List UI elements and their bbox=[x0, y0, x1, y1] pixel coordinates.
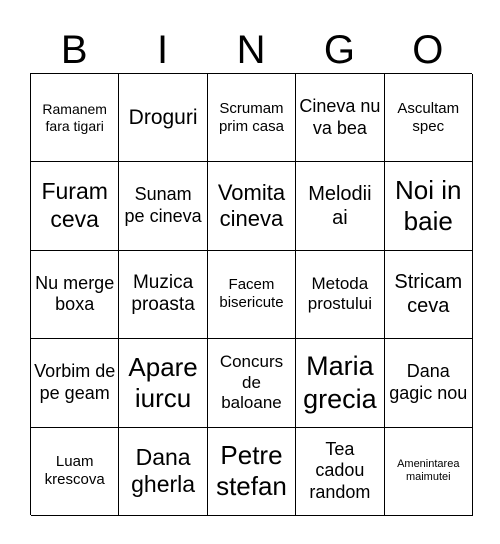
bingo-cell-r2-c5[interactable] bbox=[385, 162, 473, 250]
cell-text: Noi in baie bbox=[395, 174, 462, 237]
bingo-cell-r4-c4[interactable] bbox=[296, 339, 384, 427]
bingo-cell-r4-c2[interactable] bbox=[119, 339, 207, 427]
cell-text: Tea cadou random bbox=[309, 438, 371, 503]
cell-text: Vorbim de pe geam bbox=[34, 361, 116, 403]
bingo-cell-r3-c5[interactable] bbox=[385, 251, 473, 339]
bingo-cell-r2-c1[interactable] bbox=[31, 162, 119, 250]
cell-text: Dana gherla bbox=[131, 443, 196, 498]
bingo-cell-r1-c3[interactable] bbox=[208, 74, 296, 162]
bingo-cell-r5-c3[interactable] bbox=[208, 428, 296, 516]
cell-text: Metoda prostului bbox=[307, 274, 372, 314]
bingo-cell-r5-c1[interactable] bbox=[31, 428, 119, 516]
bingo-cell-r2-c2[interactable] bbox=[119, 162, 207, 250]
cell-text: Ramanem fara tigari bbox=[42, 100, 107, 134]
cell-text: Petre stefan bbox=[216, 440, 287, 502]
cell-text: Vomita cineva bbox=[217, 179, 286, 232]
header-letter-b: B bbox=[60, 28, 88, 72]
bingo-cell-r4-c1[interactable] bbox=[31, 339, 119, 427]
bingo-cell-r2-c4[interactable] bbox=[296, 162, 384, 250]
bingo-cell-r1-c2[interactable] bbox=[119, 74, 207, 162]
cell-text: Maria grecia bbox=[303, 351, 377, 414]
cell-text: Furam ceva bbox=[41, 178, 108, 233]
cell-text: Amenintarea maimutei bbox=[397, 458, 460, 484]
bingo-cell-r3-c3[interactable] bbox=[208, 251, 296, 339]
cell-text: Droguri bbox=[128, 106, 198, 130]
header-letter-o: O bbox=[412, 28, 444, 72]
cell-text: Ascultam spec bbox=[397, 99, 460, 135]
cell-text: Scrumam prim casa bbox=[218, 99, 284, 135]
bingo-cell-r1-c4[interactable] bbox=[296, 74, 384, 162]
bingo-cell-r3-c1[interactable] bbox=[31, 251, 119, 339]
bingo-cell-r2-c3[interactable] bbox=[208, 162, 296, 250]
header-letter-i: I bbox=[157, 28, 169, 72]
bingo-cell-r1-c5[interactable] bbox=[385, 74, 473, 162]
bingo-cell-r3-c2[interactable] bbox=[119, 251, 207, 339]
cell-text: Sunam pe cineva bbox=[124, 184, 202, 227]
bingo-cell-r3-c4[interactable] bbox=[296, 251, 384, 339]
cell-text: Cineva nu va bea bbox=[299, 96, 381, 138]
cell-text: Luam krescova bbox=[44, 453, 105, 489]
bingo-cell-r5-c2[interactable] bbox=[119, 428, 207, 516]
header-letter-g: G bbox=[323, 28, 355, 72]
cell-text: Nu merge boxa bbox=[35, 272, 115, 315]
cell-text: Stricam ceva bbox=[394, 271, 463, 318]
cell-text: Concurs de baloane bbox=[219, 352, 284, 413]
bingo-grid bbox=[30, 73, 472, 515]
cell-text: Melodii ai bbox=[308, 183, 372, 230]
header-letter-n: N bbox=[236, 28, 266, 72]
cell-text: Dana gagic nou bbox=[389, 361, 468, 403]
bingo-header bbox=[30, 22, 472, 78]
bingo-cell-r1-c1[interactable] bbox=[31, 74, 119, 162]
cell-text: Facem bisericute bbox=[219, 276, 284, 312]
bingo-cell-r5-c5[interactable] bbox=[385, 428, 473, 516]
cell-text: Apare iurcu bbox=[128, 351, 198, 413]
bingo-cell-r5-c4[interactable] bbox=[296, 428, 384, 516]
bingo-cell-r4-c3[interactable] bbox=[208, 339, 296, 427]
bingo-cell-r4-c5[interactable] bbox=[385, 339, 473, 427]
cell-text: Muzica proasta bbox=[131, 271, 195, 316]
